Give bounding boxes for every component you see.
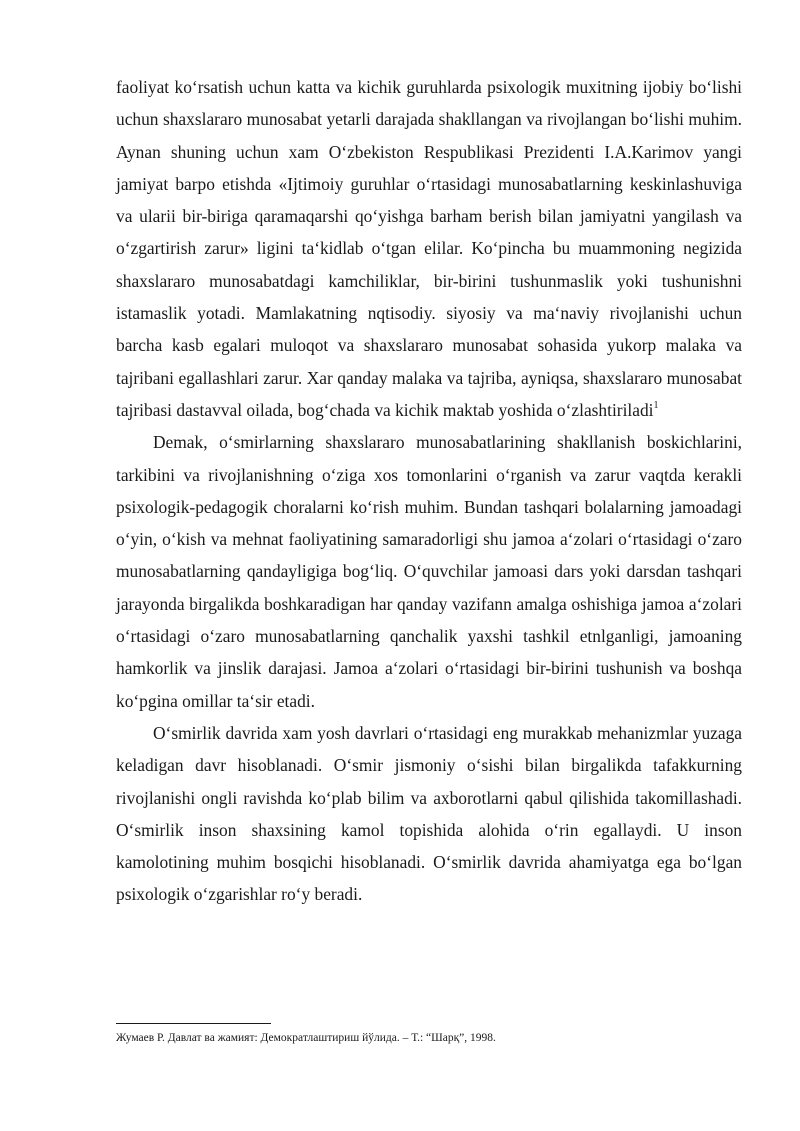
footnote-reference[interactable]: 1 xyxy=(653,400,659,412)
paragraph-1-text: faoliyat ko‘rsatish uchun katta va kichik guruhlarda psixologik muxitning ijobiy bo‘lishi uchun shaxslararo munosabat yetarli darajada shakllangan va rivojlangan bo‘lishi muhim. Aynan shuning uchun xam O‘zbekiston Respublikasi Prezidenti I.A.Karimov yangi jamiyat barpo etishda «Ijtimoiy guruhlar o‘rtasidagi munosabatlarning keskinlashuviga va ularii bir-biriga qaramaqarshi qo‘yishga barham berish bilan jamiyatni yangilash va o‘zgartirish zarur» ligini ta‘kidlab o‘tgan elilar. Ko‘pincha bu muammoning negizida shaxslararo munosabatdagi kamchiliklar, bir-birini tushunmaslik yoki tushunishni istamaslik yotadi. Mamlakatning nqtisodiy. siyosiy va ma‘naviy rivojlanishi uchun barcha kasb egalari muloqot va shaxslararo munosabat sohasida yukorp malaka va tajribani egallashlari zarur. Xar qanday malaka va tajriba, ayniqsa, shaxslararo munosabat tajribasi dastavval oilada, bog‘chada va kichik maktab yoshida o‘zlashtiriladi xyxy=(116,77,742,420)
paragraph-1 xyxy=(116,71,742,426)
footnote xyxy=(116,1030,742,1046)
body-text xyxy=(116,71,742,911)
paragraph-3: O‘smirlik davrida xam yosh davrlari o‘rtasidagi eng murakkab mehanizmlar yuzaga keladigan davr hisoblanadi. O‘smir jismoniy o‘sishi bilan birgalikda tafakkurning rivojlanishi ongli ravishda ko‘plab bilim va axborotlarni qabul qilishida takomillashadi. O‘smirlik inson shaxsining kamol topishida alohida o‘rin egallaydi. U inson kamolotining muhim bosqichi hisoblanadi. O‘smirlik davrida ahamiyatga ega bo‘lgan psixologik o‘zgarishlar ro‘y beradi. xyxy=(116,722,742,905)
footnote-separator xyxy=(116,1023,271,1024)
footnote-text: Жумаев Р. Давлат ва жамият: Демократлаштириш йўлида. – Т.: “Шарқ”, 1998. xyxy=(116,1032,496,1044)
paragraph-2: Demak, o‘smirlarning shaxslararo munosabatlarining shakllanish boskichlarini, tarkibini va rivojlanishning o‘ziga xos tomonlarini o‘rganish va zarur vaqtda kerakli psixologik-pedagogik choralarni ko‘rish muhim. Bundan tashqari bolalarning jamoadagi o‘yin, o‘kish va mehnat faoliyatining samaradorligi shu jamoa a‘zolari o‘rtasidagi o‘zaro munosabatlarning qandayligiga bog‘liq. O‘quvchilar jamoasi dars yoki darsdan tashqari jarayonda birgalikda boshkaradigan har qanday vazifann amalga oshishiga jamoa a‘zolari o‘rtasidagi o‘zaro munosabatlarning qanchalik yaxshi tashkil etnlganligi, jamoaning hamkorlik va jinslik darajasi. Jamoa a‘zolari o‘rtasidagi bir-birini tushunish va boshqa ko‘pgina omillar ta‘sir etadi. xyxy=(116,432,742,711)
